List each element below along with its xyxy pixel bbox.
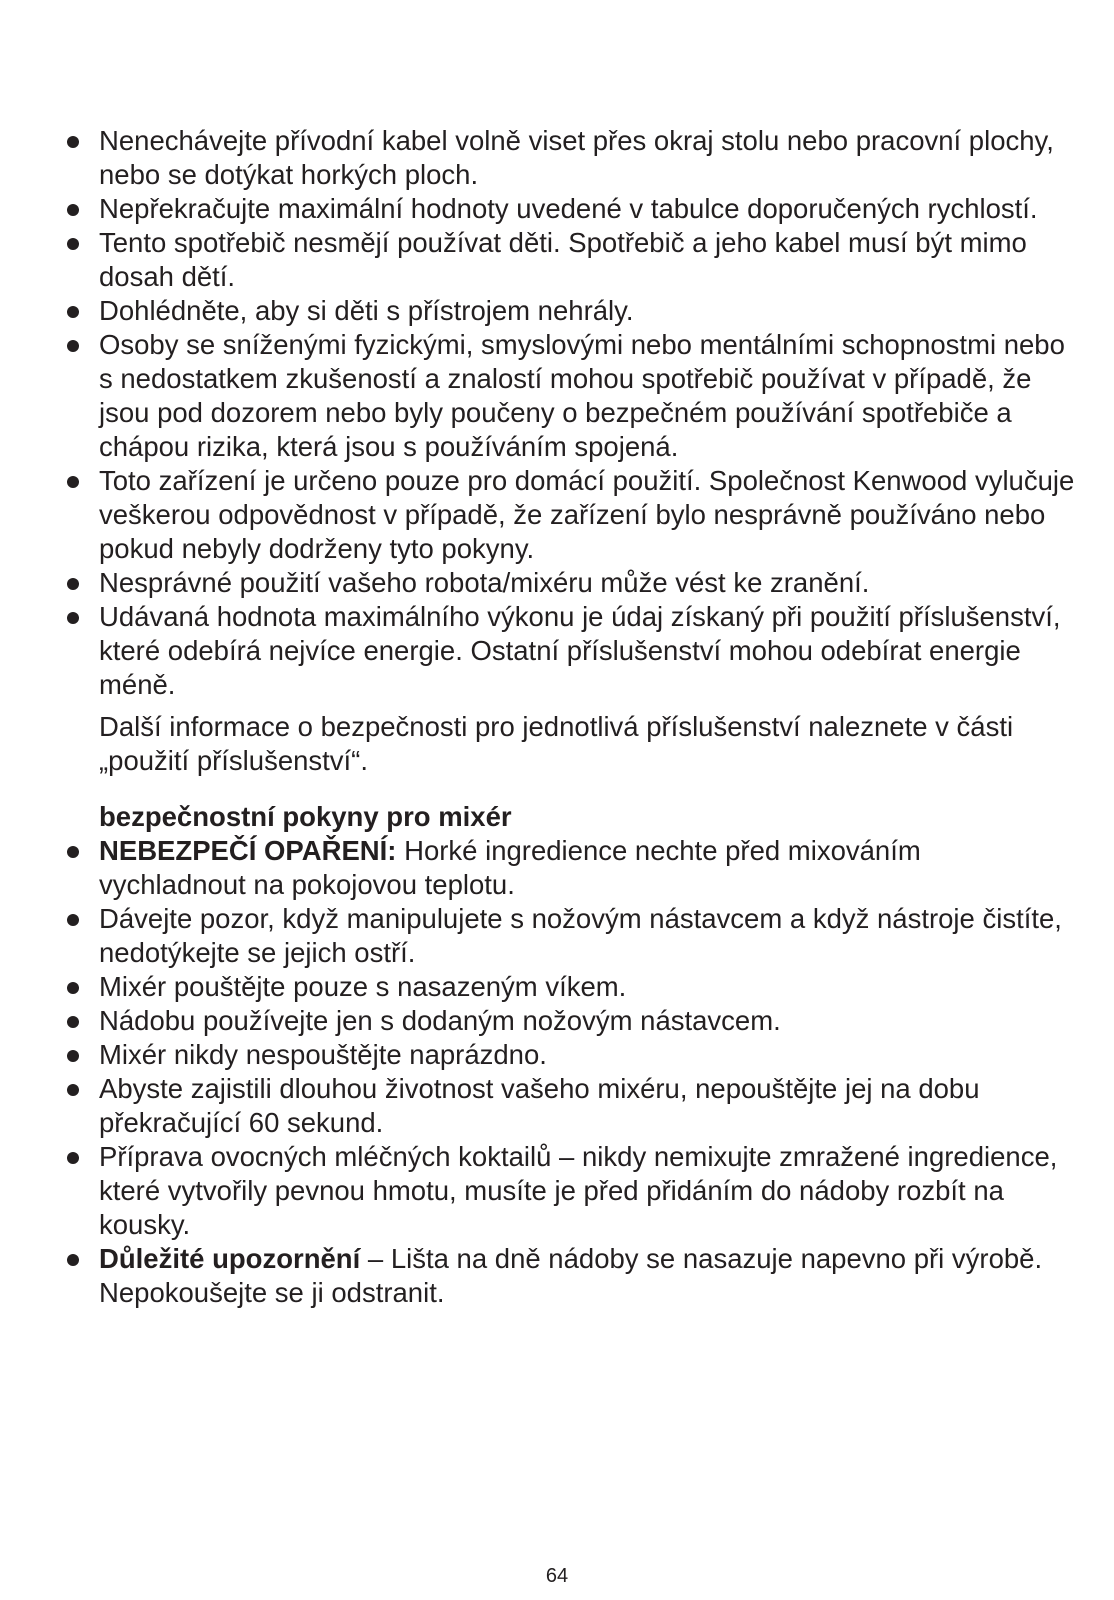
list-item-text: Nepřekračujte maximální hodnoty uvedené v tabulce doporučených rychlostí. bbox=[99, 193, 1038, 224]
bullet-icon bbox=[67, 238, 79, 250]
list-item-text: Dávejte pozor, když manipulujete s nožovým nástavcem a když nástroje čistíte, nedotýkejte se jejich ostří. bbox=[99, 903, 1062, 968]
list-item-text: Nesprávné použití vašeho robota/mixéru může vést ke zranění. bbox=[99, 567, 870, 598]
list-item bbox=[65, 124, 1075, 192]
bullet-icon bbox=[67, 204, 79, 216]
list-item-text: Nenechávejte přívodní kabel volně viset přes okraj stolu nebo pracovní plochy, nebo se dotýkat horkých ploch. bbox=[99, 125, 1054, 190]
warning-label: NEBEZPEČÍ OPAŘENÍ: bbox=[99, 835, 397, 866]
bullet-icon bbox=[67, 1254, 79, 1266]
bullet-icon bbox=[67, 1084, 79, 1096]
bullet-icon bbox=[67, 612, 79, 624]
list-item bbox=[65, 970, 1075, 1004]
bullet-icon bbox=[67, 1050, 79, 1062]
list-item-text: Příprava ovocných mléčných koktailů – nikdy nemixujte zmražené ingredience, které vytvořily pevnou hmotu, musíte je před přidáním do nádoby rozbít na kousky. bbox=[99, 1141, 1058, 1240]
list-item bbox=[65, 834, 1075, 902]
bullet-icon bbox=[67, 476, 79, 488]
list-item bbox=[65, 566, 1075, 600]
list-item bbox=[65, 294, 1075, 328]
list-item-text: Mixér pouštějte pouze s nasazeným víkem. bbox=[99, 971, 627, 1002]
list-item-text: Udávaná hodnota maximálního výkonu je údaj získaný při použití příslušenství, které odebírá nejvíce energie. Ostatní příslušenství mohou odebírat energie méně. bbox=[99, 601, 1061, 700]
important-label: Důležité upozornění bbox=[99, 1243, 361, 1274]
blender-safety-heading: bezpečnostní pokyny pro mixér bbox=[99, 801, 512, 832]
list-item bbox=[65, 600, 1075, 702]
bullet-icon bbox=[67, 914, 79, 926]
list-item bbox=[65, 1004, 1075, 1038]
bullet-icon bbox=[67, 846, 79, 858]
bullet-icon bbox=[67, 982, 79, 994]
page-number: 64 bbox=[545, 1565, 569, 1587]
list-item-text: Nádobu používejte jen s dodaným nožovým nástavcem. bbox=[99, 1005, 781, 1036]
list-item bbox=[65, 464, 1075, 566]
bullet-icon bbox=[67, 578, 79, 590]
list-item bbox=[65, 1072, 1075, 1140]
list-item-text: – Lišta na dně nádoby se nasazuje napevno při výrobě. Nepokoušejte se ji odstranit. bbox=[99, 1243, 1043, 1308]
list-item-text: Dohlédněte, aby si děti s přístrojem nehrály. bbox=[99, 295, 634, 326]
list-item-text: Horké ingredience nechte před mixováním vychladnout na pokojovou teplotu. bbox=[99, 835, 921, 900]
safety-list bbox=[65, 124, 1075, 702]
list-item bbox=[65, 328, 1075, 464]
bullet-icon bbox=[67, 1152, 79, 1164]
page-content bbox=[65, 124, 1075, 1310]
list-item-text: Osoby se sníženými fyzickými, smyslovými nebo mentálními schopnostmi nebo s nedostatkem zkušeností a znalostí mohou spotřebič používat v případě, že jsou pod dozorem nebo byly poučeny o bezpečném používání spotřebiče a chápou rizika, která jsou s používáním spojená. bbox=[99, 329, 1065, 462]
list-item bbox=[65, 1140, 1075, 1242]
list-item bbox=[65, 226, 1075, 294]
list-item bbox=[65, 1038, 1075, 1072]
bullet-icon bbox=[67, 136, 79, 148]
blender-safety-list bbox=[65, 834, 1075, 1310]
bullet-icon bbox=[67, 306, 79, 318]
list-item-text: Abyste zajistili dlouhou životnost vašeho mixéru, nepouštějte jej na dobu překračující 60 sekund. bbox=[99, 1073, 980, 1138]
bullet-icon bbox=[67, 340, 79, 352]
bullet-icon bbox=[67, 1016, 79, 1028]
list-item bbox=[65, 1242, 1075, 1310]
list-item bbox=[65, 192, 1075, 226]
list-item-text: Tento spotřebič nesmějí používat děti. Spotřebič a jeho kabel musí být mimo dosah dětí. bbox=[99, 227, 1027, 292]
list-item bbox=[65, 902, 1075, 970]
further-info-paragraph: Další informace o bezpečnosti pro jednotlivá příslušenství naleznete v části „použití příslušenství“. bbox=[99, 711, 1014, 776]
list-item-text: Toto zařízení je určeno pouze pro domácí použití. Společnost Kenwood vylučuje veškerou odpovědnost v případě, že zařízení bylo nesprávně používáno nebo pokud nebyly dodrženy tyto pokyny. bbox=[99, 465, 1075, 564]
list-item-text: Mixér nikdy nespouštějte naprázdno. bbox=[99, 1039, 547, 1070]
